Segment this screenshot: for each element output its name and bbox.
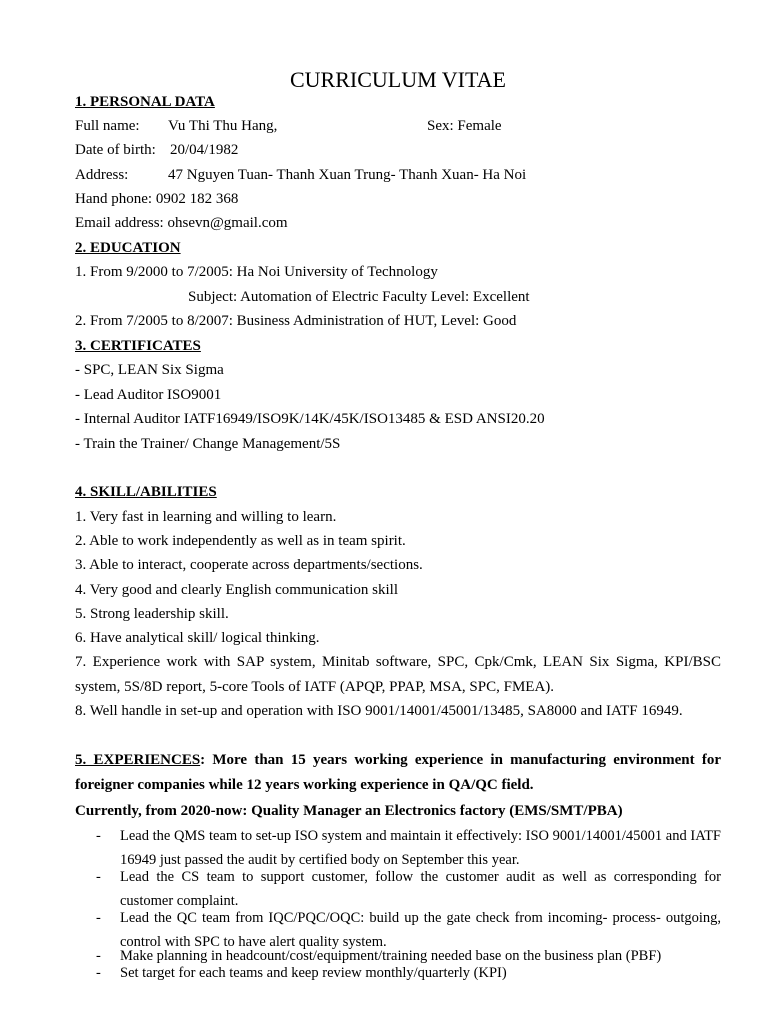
bullet-text: Set target for each teams and keep review monthly/quarterly (KPI) xyxy=(120,965,507,981)
skill-item: 5. Strong leadership skill. xyxy=(75,606,229,622)
certificates-heading: 3. CERTIFICATES xyxy=(75,338,201,354)
experience-summary-text: : More than 15 years working experience in manufacturing environment for foreigner companies while 12 years working experience in QA/QC field. xyxy=(75,752,721,793)
certificate-item: - Internal Auditor IATF16949/ISO9K/14K/45K/ISO13485 & ESD ANSI20.20 xyxy=(75,411,545,427)
skill-item: 2. Able to work independently as well as in team spirit. xyxy=(75,533,406,549)
current-position: Currently, from 2020-now: Quality Manager an Electronics factory (EMS/SMT/PBA) xyxy=(75,803,623,819)
sex-value: Sex: Female xyxy=(427,118,502,134)
skill-item: 3. Able to interact, cooperate across departments/sections. xyxy=(75,557,423,573)
skill-item: 4. Very good and clearly English communication skill xyxy=(75,582,398,598)
address-value: 47 Nguyen Tuan- Thanh Xuan Trung- Thanh Xuan- Ha Noi xyxy=(168,167,527,183)
bullet-text: Lead the QMS team to set-up ISO system and maintain it effectively: ISO 9001/14001/45001 and IATF 16949 just passed the audit by certified body on September this year. xyxy=(120,828,721,868)
bullet-text: Lead the QC team from IQC/PQC/OQC: build up the gate check from incoming- process- outgoing, control with SPC to have alert quality system. xyxy=(120,910,721,950)
skill-item: 1. Very fast in learning and willing to learn. xyxy=(75,509,337,525)
bullet-text: Make planning in headcount/cost/equipment/training needed base on the business plan (PBF) xyxy=(120,948,662,964)
full-name-row xyxy=(75,117,721,135)
dob-row xyxy=(75,141,721,159)
experience-summary xyxy=(75,748,721,797)
education-line-1-subject: Subject: Automation of Electric Faculty Level: Excellent xyxy=(188,289,530,305)
skill-item: 6. Have analytical skill/ logical thinking. xyxy=(75,630,320,646)
bullet-dash: - xyxy=(96,948,101,964)
bullet-dash: - xyxy=(96,910,101,926)
experience-bullet xyxy=(96,965,721,982)
skill-item: 7. Experience work with SAP system, Minitab software, SPC, Cpk/Cmk, LEAN Six Sigma, KPI/BSC system, 5S/8D report, 5-core Tools of IATF (APQP, PPAP, MSA, SPC, FMEA). xyxy=(75,654,721,695)
email-row: Email address: ohsevn@gmail.com xyxy=(75,215,288,231)
address-row xyxy=(75,166,721,184)
bullet-text: Lead the CS team to support customer, follow the customer audit as well as corresponding for customer complaint. xyxy=(120,869,721,909)
education-heading: 2. EDUCATION xyxy=(75,240,181,256)
phone-row: Hand phone: 0902 182 368 xyxy=(75,191,239,207)
bullet-dash: - xyxy=(96,828,101,844)
skills-heading: 4. SKILL/ABILITIES xyxy=(75,484,217,500)
skill-item: 8. Well handle in set-up and operation with ISO 9001/14001/45001/13485, SA8000 and IATF 16949. xyxy=(75,703,683,719)
certificate-item: - SPC, LEAN Six Sigma xyxy=(75,362,224,378)
experience-bullet xyxy=(96,948,721,965)
address-label: Address: xyxy=(75,167,129,183)
personal-data-heading: 1. PERSONAL DATA xyxy=(75,94,215,110)
bullet-dash: - xyxy=(96,965,101,981)
certificate-item: - Train the Trainer/ Change Management/5S xyxy=(75,436,341,452)
dob-value: 20/04/1982 xyxy=(170,142,239,158)
document-title: CURRICULUM VITAE xyxy=(289,67,506,92)
experience-heading: 5. EXPERIENCES xyxy=(75,752,201,768)
education-line-1: 1. From 9/2000 to 7/2005: Ha Noi University of Technology xyxy=(75,264,438,280)
dob-label: Date of birth: xyxy=(75,142,156,158)
certificate-item: - Lead Auditor ISO9001 xyxy=(75,387,222,403)
full-name-label: Full name: xyxy=(75,118,140,134)
bullet-dash: - xyxy=(96,869,101,885)
education-line-2: 2. From 7/2005 to 8/2007: Business Administration of HUT, Level: Good xyxy=(75,313,517,329)
full-name-value: Vu Thi Thu Hang, xyxy=(168,118,278,134)
experience-bullet xyxy=(96,906,721,954)
